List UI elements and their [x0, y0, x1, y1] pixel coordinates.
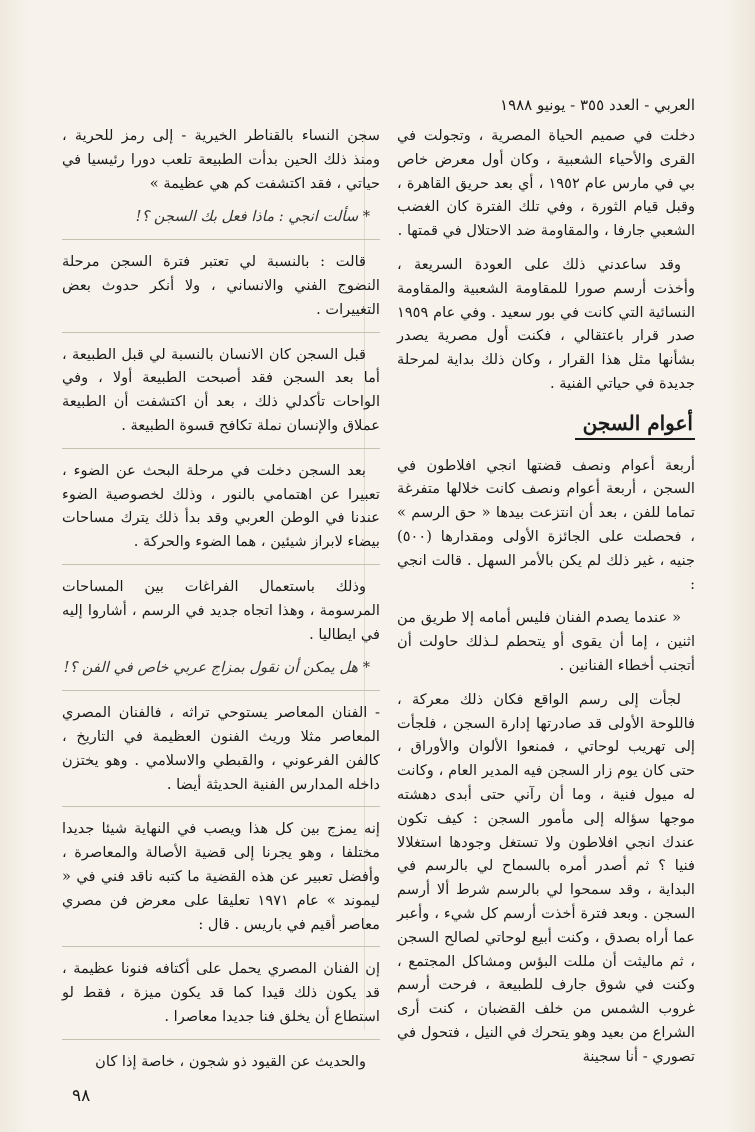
divider — [62, 564, 380, 565]
paragraph: لجأت إلى رسم الواقع فكان ذلك معركة ، فاللوحة الأولى قد صادرتها إدارة السجن ، فلجأت إلى تهريب لوحاتي ، فمنعوا الألوان والأوراق ، حتى كان يوم زار السجن فيه المدير العام ، وكانت له ميول فنية ، وما أن رآني حتى أبدى دهشته موجها سؤاله إلى مأمور السجن : كيف تكون عندك انجي افلاطون ولا تستغل وجودها استغلالا فنيا ؟ ثم أصدر أمره بالسماح لي بالرسم في البداية ، وقد سمحوا لي بالرسم شرط ألا أرسم السجن . وبعد فترة أخذت أرسم كل شيء ، وأعبر عما أراه بصدق ، وكنت أبيع لوحاتي لصالح السجن ، ثم ماليثت أن مللت البؤس ومشاكل المجتمع ، وكنت في شوق جارف للطبيعة ، فرحت أرسم غروب الشمس من خلف القضبان ، كنت أرى الشراع من بعيد وهو يتحرك في النيل ، فتحول في تصوري - أنا سجينة — [397, 690, 695, 1065]
quote-paragraph: « عندما يصدم الفنان فليس أمامه إلا طريق من اثنين ، إما أن يقوى أو يتحطم لـذلك حاولت أن أتجنب أخطاء الفنانين . — [397, 609, 695, 674]
paragraph: أربعة أعوام ونصف قضتها انجي افلاطون في السجن ، أربعة أعوام ونصف كانت خلالها متفرغة تماما للفن ، بعد أن انتزعت بيدها « حق الرسم » ، فحصلت على الجائزة الأولى ومقدارها (٥٠٠) جنيه ، غير ذلك لم يكن بالأمر السهل . قالت انجي : — [397, 456, 695, 593]
paragraph: قالت : بالنسبة لي تعتبر فترة السجن مرحلة النضوج الفني والانساني ، ولا أنكر حدوث بعض التغييرات . — [62, 253, 380, 318]
left-column — [62, 124, 380, 1084]
right-column — [397, 124, 695, 1078]
divider — [62, 332, 380, 333]
interview-question: * سألت انجي : ماذا فعل بك السجن ؟! — [135, 208, 370, 226]
divider — [62, 806, 380, 807]
divider — [62, 1039, 380, 1040]
page-number: ٩٨ — [72, 1086, 91, 1106]
paragraph: وذلك باستعمال الفراغات بين المساحات المرسومة ، وهذا اتجاه جديد في الرسم ، أشاروا إليه في ايطاليا . — [62, 577, 380, 643]
paragraph: دخلت في صميم الحياة المصرية ، وتجولت في القرى والأحياء الشعبية ، وكان أول معرض خاص بي في مارس عام ١٩٥٢ ، أي بعد حريق القاهرة ، وقبل قيام الثورة ، وفي تلك الفترة كان الغضب الشعبي جارفا ، والمقاومة ضد الاحتلال في قمتها . — [397, 127, 695, 240]
divider — [62, 690, 380, 691]
paragraph: بعد السجن دخلت في مرحلة البحث عن الضوء ، تعبيرا عن اهتمامي بالنور ، وذلك لخصوصية الضوء عندنا في الوطن العربي وقد بدأ ذلك يترك مساحات بيضاء لابراز شيئين ، هما الضوء والحركة . — [62, 461, 380, 551]
paragraph: - الفنان المعاصر يستوحي تراثه ، فالفنان المصري المعاصر مثلا وريث الفنون العظيمة في التاريخ ، كالفن الفرعوني ، والقبطي والاسلامي . وهو يختزن داخله المدارس الفنية الحديثة أيضا . — [62, 704, 380, 793]
running-head: العربي - العدد ٣٥٥ - يونيو ١٩٨٨ — [500, 96, 695, 114]
divider — [62, 946, 380, 947]
paragraph: إنه يمزج بين كل هذا ويصب في النهاية شيئا جديدا مختلفا ، وهو يجرنا إلى قضية الأصالة والمعاصرة ، وأفضل تعبير عن هذه القضية ما كتبه ناقد فني في « ليموند » عام ١٩٧١ تعليقا على معرض فن مصري معاصر أقيم في باريس . قال : — [62, 820, 380, 933]
divider — [62, 239, 380, 240]
paragraph: سجن النساء بالقناطر الخيرية - إلى رمز للحرية ، ومنذ ذلك الحين بدأت الطبيعة تلعب دورا رئيسيا في حياتي ، فقد اكتشفت كم هي عظيمة » — [62, 127, 380, 192]
paragraph: وقد ساعدني ذلك على العودة السريعة ، وأخذت أرسم صورا للمقاومة الشعبية والمقاومة النسائية التي كانت في بور سعيد . وفي عام ١٩٥٩ صدر قرار باعتقالي ، فكنت أول مصرية يصدر بشأنها مثل هذا القرار ، وكان ذلك بداية لمرحلة جديدة في حياتي الفنية . — [397, 255, 695, 392]
interview-question: * هل يمكن أن نقول بمزاج عربي خاص في الفن ؟! — [63, 659, 370, 677]
divider — [62, 448, 380, 449]
section-title: أعوام السجن — [575, 412, 695, 440]
paragraph: قبل السجن كان الانسان بالنسبة لي قبل الطبيعة ، أما بعد السجن فقد أصبحت الطبيعة أولا ، وفي الواحات تأكدلي ذلك ، بعد أن اكتشفت أن الطبيعة عملاق والإنسان نملة تكافح قسوة الطبيعة . — [62, 345, 380, 434]
paragraph: والحديث عن القيود ذو شجون ، خاصة إذا كان — [95, 1052, 366, 1070]
paragraph: إن الفنان المصري يحمل على أكتافه فنونا عظيمة ، قد يكون ذلك قيدا كما قد يكون ميزة ، فقط لو استطاع أن يخلق فنا جديدا معاصرا . — [62, 960, 380, 1025]
